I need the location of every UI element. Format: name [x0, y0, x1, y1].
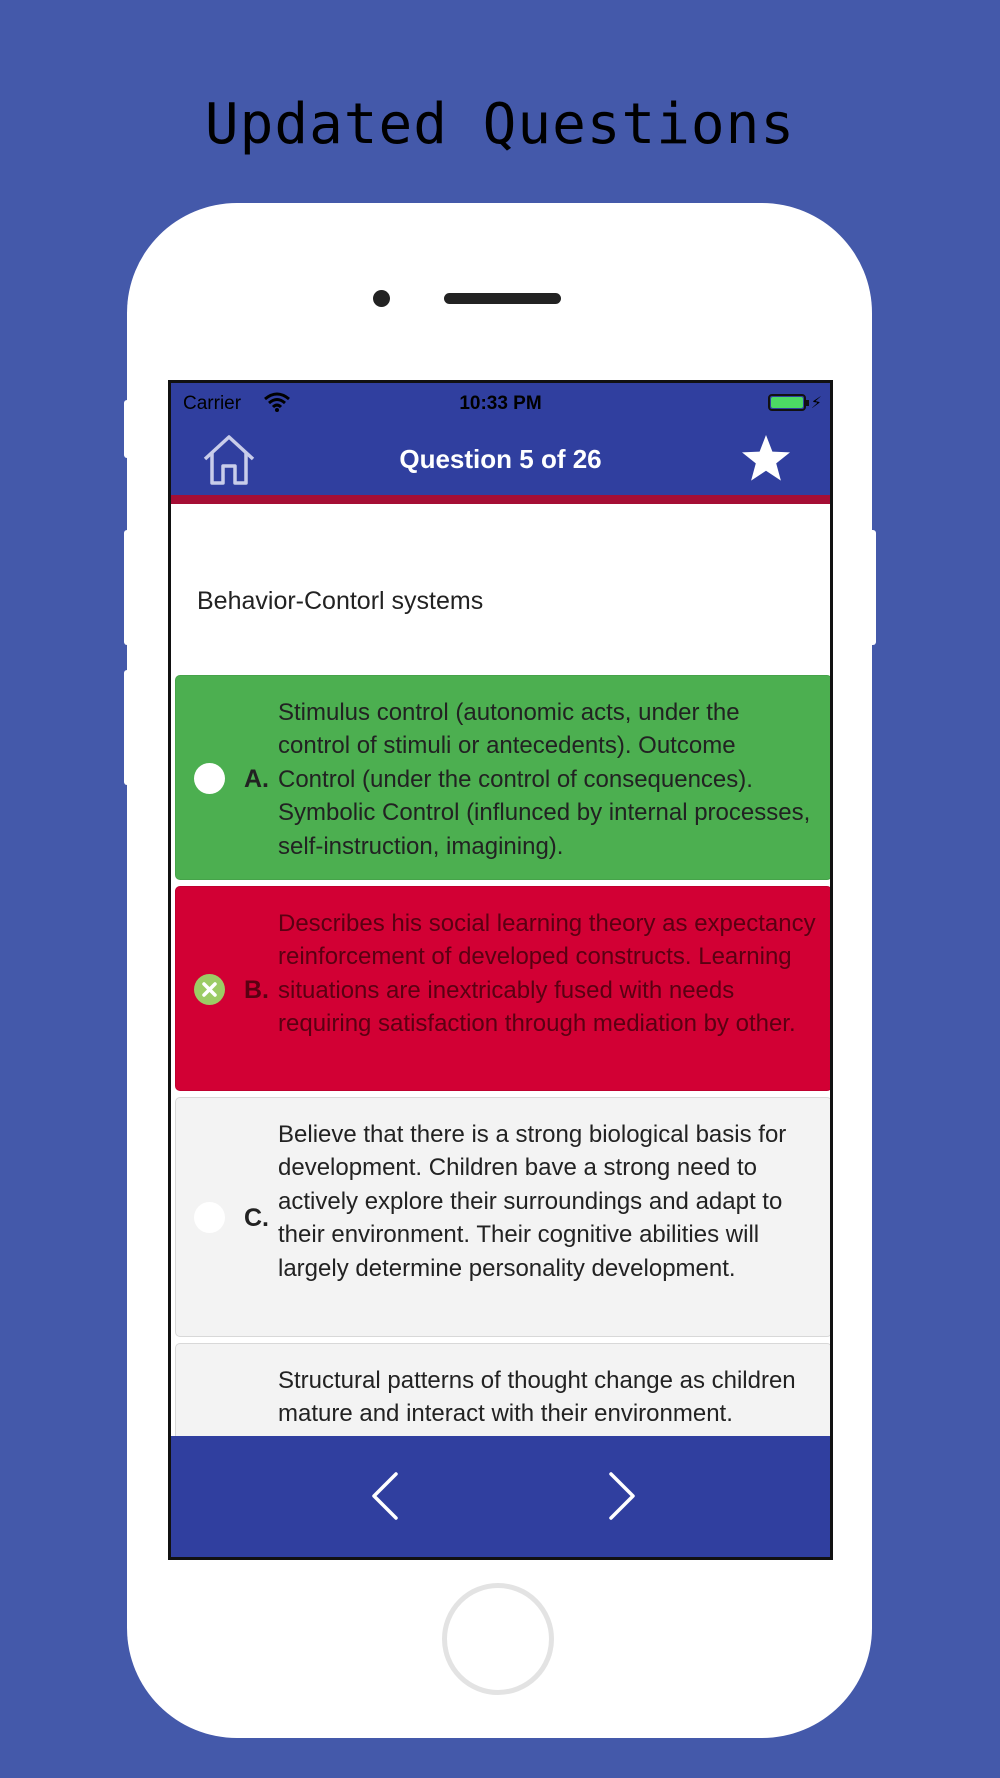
accent-divider — [171, 495, 830, 504]
charging-icon: ⚡ — [810, 395, 822, 412]
question-text: Behavior-Contorl systems — [197, 587, 484, 615]
phone-camera — [373, 290, 390, 307]
answer-letter: A. — [244, 765, 269, 793]
battery-icon — [768, 394, 806, 411]
phone-speaker — [444, 293, 561, 304]
phone-home-button — [442, 1583, 554, 1695]
answer-letter: B. — [244, 976, 269, 1004]
answer-letter: C. — [244, 1204, 269, 1232]
app-screen — [168, 380, 833, 1560]
chevron-left-icon[interactable] — [366, 1470, 406, 1522]
status-carrier: Carrier — [183, 393, 242, 414]
answer-text: Stimulus control (autonomic acts, under the control of stimuli or antecedents). Outcome Control (under the control of consequences). Symbolic Control (influnced by internal processes, self-instruction, imagining). — [278, 699, 811, 860]
star-icon[interactable] — [740, 433, 792, 483]
nav-bar — [171, 423, 830, 495]
answer-text: Structural patterns of thought change as children mature and interact with their environment. — [278, 1367, 796, 1428]
promo-heading: Updated Questions — [204, 92, 796, 157]
chevron-right-icon[interactable] — [601, 1470, 641, 1522]
page-title: Question 5 of 26 — [399, 444, 602, 474]
answer-option-a[interactable] — [175, 675, 832, 880]
battery-tip — [806, 400, 809, 406]
answer-option-c[interactable] — [175, 1097, 832, 1337]
status-time: 10:33 PM — [459, 393, 542, 414]
answer-list — [175, 675, 832, 1489]
bottom-nav-bar — [171, 1436, 830, 1560]
answer-option-b[interactable] — [175, 886, 832, 1091]
radio-button[interactable] — [194, 1202, 225, 1233]
status-bar — [171, 383, 830, 423]
wrong-answer-icon[interactable] — [194, 974, 225, 1005]
answer-text: Believe that there is a strong biological basis for development. Children bave a strong need to actively explore their surroundings and adapt to their environment. Their cognitive abilities will largely determine personality development. — [278, 1121, 787, 1282]
answer-text: Describes his social learning theory as expectancy reinforcement of developed constructs. Learning situations are inextricably fused with needs requiring satisfaction through mediation by other. — [278, 910, 816, 1038]
radio-button[interactable] — [194, 763, 225, 794]
battery-fill — [771, 397, 803, 408]
